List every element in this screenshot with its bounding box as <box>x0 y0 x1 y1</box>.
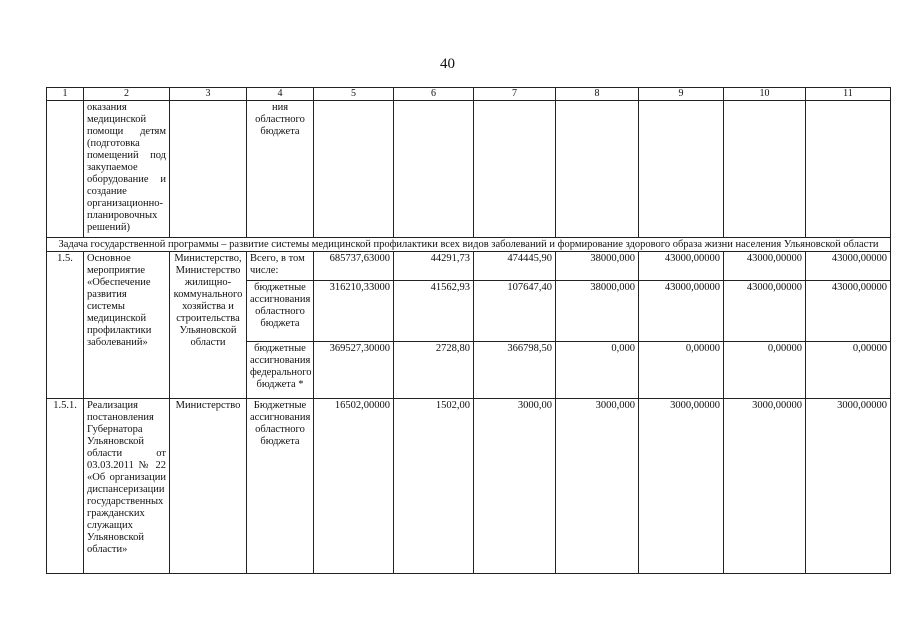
page-number: 40 <box>440 56 455 72</box>
amount-cell: 2728,80 <box>394 342 474 399</box>
continuation-funding: ния областного бюджета <box>247 101 314 238</box>
amount-cell: 43000,00000 <box>639 281 724 342</box>
column-number: 9 <box>639 88 724 101</box>
amount-cell: 369527,30000 <box>314 342 394 399</box>
task-heading: Задача государственной программы – развитие системы медицинской профилактики всех видов заболеваний и формирование здорового образа жизни населения Ульяновской области <box>47 238 891 252</box>
cell-empty <box>170 101 247 238</box>
amount-cell: 44291,73 <box>394 252 474 281</box>
amount-cell: 3000,00000 <box>639 399 724 574</box>
column-number: 10 <box>724 88 806 101</box>
amount-cell: 0,00000 <box>806 342 891 399</box>
cell-empty <box>639 101 724 238</box>
amount-cell: 366798,50 <box>474 342 556 399</box>
funding-source: Всего, в том числе: <box>247 252 314 281</box>
table-row <box>47 399 891 574</box>
amount-cell: 685737,63000 <box>314 252 394 281</box>
funding-source: Бюджетные ассигнования областного бюджета <box>247 399 314 574</box>
column-number: 3 <box>170 88 247 101</box>
amount-cell: 3000,00000 <box>806 399 891 574</box>
executor: Министерство, Министерство жилищно-коммунального хозяйства и строительства Ульяновской области <box>170 252 247 399</box>
amount-cell: 1502,00 <box>394 399 474 574</box>
column-number: 4 <box>247 88 314 101</box>
amount-cell: 3000,00000 <box>724 399 806 574</box>
column-number: 8 <box>556 88 639 101</box>
column-number: 6 <box>394 88 474 101</box>
column-number: 2 <box>84 88 170 101</box>
column-header-row <box>47 88 891 101</box>
row-number: 1.5.1. <box>47 399 84 574</box>
amount-cell: 0,00000 <box>724 342 806 399</box>
cell-empty <box>724 101 806 238</box>
measure-name: Основное мероприятие «Обеспечение развития системы медицинской профилактики заболеваний» <box>84 252 170 399</box>
amount-cell: 3000,00 <box>474 399 556 574</box>
column-number: 7 <box>474 88 556 101</box>
column-number: 11 <box>806 88 891 101</box>
funding-source: бюджетные ассигнования федерального бюджета * <box>247 342 314 399</box>
amount-cell: 474445,90 <box>474 252 556 281</box>
executor: Министерство <box>170 399 247 574</box>
cell-empty <box>474 101 556 238</box>
cell-empty <box>394 101 474 238</box>
amount-cell: 38000,000 <box>556 281 639 342</box>
row-number: 1.5. <box>47 252 84 399</box>
amount-cell: 43000,00000 <box>806 252 891 281</box>
continuation-name: оказания медицинской помощи детям (подготовка помещений под закупаемое оборудование и создание организационно-планировочных решений) <box>84 101 170 238</box>
measure-name: Реализация постановления Губернатора Ульяновской области от 03.03.2011 № 22 «Об организации диспансеризации государственных гражданских служащих Ульяновской области» <box>84 399 170 574</box>
amount-cell: 316210,33000 <box>314 281 394 342</box>
cell-empty <box>47 101 84 238</box>
cell-empty <box>314 101 394 238</box>
column-number: 5 <box>314 88 394 101</box>
amount-cell: 41562,93 <box>394 281 474 342</box>
amount-cell: 16502,00000 <box>314 399 394 574</box>
program-table <box>46 87 891 574</box>
table-row <box>47 252 891 281</box>
amount-cell: 43000,00000 <box>639 252 724 281</box>
task-row <box>47 238 891 252</box>
column-number: 1 <box>47 88 84 101</box>
amount-cell: 0,00000 <box>639 342 724 399</box>
funding-source: бюджетные ассигнования областного бюджета <box>247 281 314 342</box>
amount-cell: 0,000 <box>556 342 639 399</box>
amount-cell: 107647,40 <box>474 281 556 342</box>
amount-cell: 38000,000 <box>556 252 639 281</box>
amount-cell: 43000,00000 <box>806 281 891 342</box>
amount-cell: 3000,000 <box>556 399 639 574</box>
amount-cell: 43000,00000 <box>724 252 806 281</box>
amount-cell: 43000,00000 <box>724 281 806 342</box>
cell-empty <box>556 101 639 238</box>
cell-empty <box>806 101 891 238</box>
continuation-row <box>47 101 891 238</box>
